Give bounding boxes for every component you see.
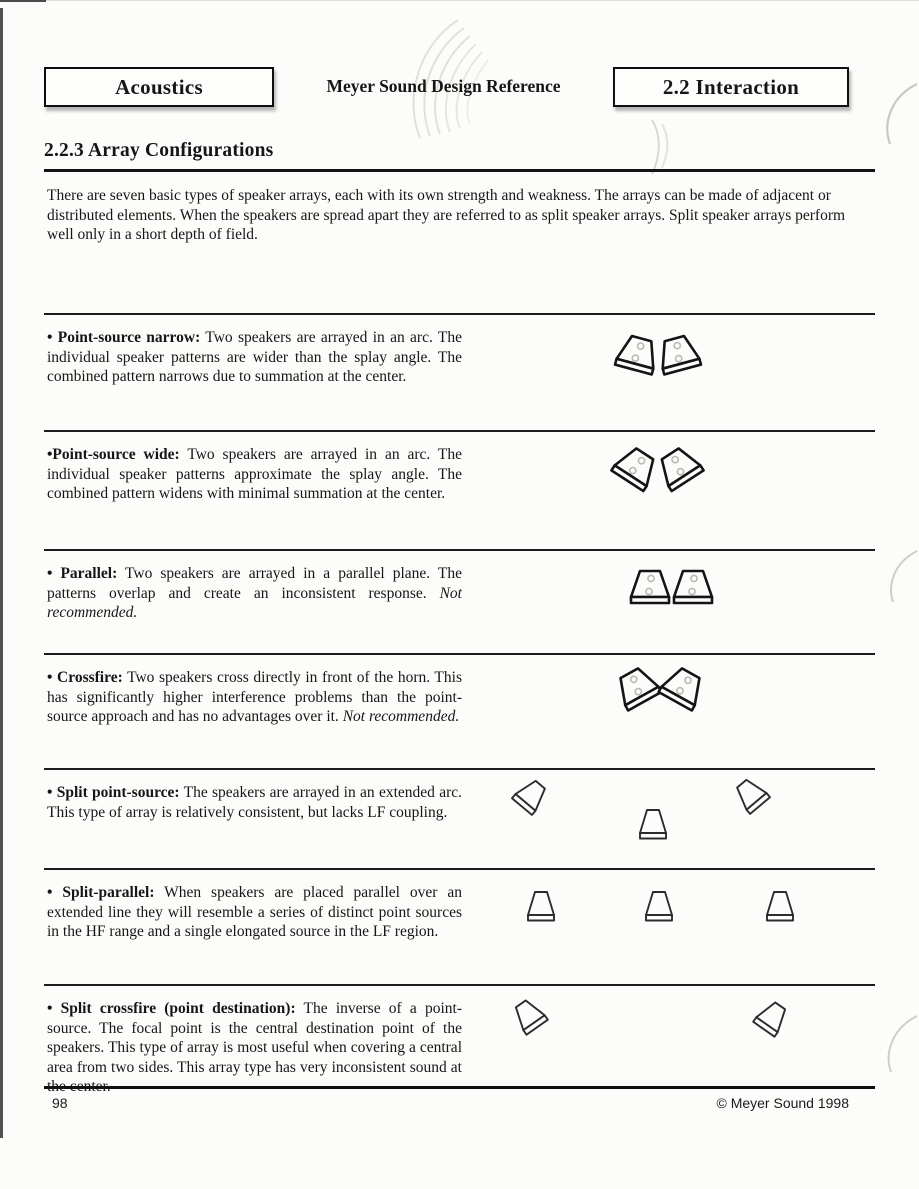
speaker-icon (764, 890, 796, 926)
scan-edge-left (0, 8, 3, 1138)
page-curl-mark-top (878, 80, 919, 146)
row-label: •Point-source wide: (47, 446, 180, 463)
row-paragraph (47, 999, 462, 1097)
page-curl-mark-bottom (878, 1012, 919, 1074)
row-paragraph (47, 668, 462, 727)
speaker-icon (506, 773, 554, 821)
speaker-icon (654, 661, 710, 716)
scan-edge-corner (0, 0, 46, 2)
row-point-source-wide (44, 430, 875, 549)
speaker-icon (525, 890, 557, 926)
row-point-source-narrow (44, 313, 875, 430)
speaker-icon (748, 995, 795, 1043)
row-note: Not recommended. (342, 708, 460, 725)
row-text (44, 551, 462, 623)
row-body: Two speakers are arrayed in an arc. The individual speaker patterns are wider than the splay angle. The combined pattern narrows due to summation at the center. (47, 329, 462, 385)
section-number-label: 2.2 Interaction (662, 74, 800, 99)
array-configurations-list (44, 313, 875, 1101)
row-body: When speakers are placed parallel over an extended line they will resemble a series of distinct point sources in the HF range and a single elongated source in the LF region. (47, 884, 462, 940)
row-split-point-source (44, 768, 875, 868)
diagram-split-parallel (470, 870, 875, 984)
row-text (44, 432, 462, 504)
row-parallel (44, 549, 875, 653)
row-body: The speakers are arrayed in an extended arc. This type of array is relatively consistent, but lacks LF coupling. (47, 784, 462, 821)
row-label: • Split-parallel: (47, 884, 155, 901)
row-text (44, 315, 462, 387)
copyright-notice: © Meyer Sound 1998 (716, 1095, 849, 1111)
diagram-split-point-source (470, 770, 875, 868)
row-label: • Split crossfire (point destination): (47, 1000, 296, 1017)
speaker-icon (672, 569, 714, 609)
row-paragraph (47, 883, 462, 942)
row-text (44, 770, 462, 822)
speaker-icon (643, 890, 675, 926)
speaker-icon (651, 441, 708, 497)
row-label: • Crossfire: (47, 669, 123, 686)
header-section-box (613, 67, 849, 107)
diagram-point-source-narrow (470, 315, 875, 430)
diagram-crossfire (470, 655, 875, 768)
row-paragraph (47, 564, 462, 623)
row-paragraph (47, 328, 462, 387)
row-text (44, 986, 462, 1097)
row-label: • Parallel: (47, 565, 118, 582)
diagram-parallel (470, 551, 875, 653)
speaker-icon (637, 808, 669, 844)
page-footer (44, 1086, 875, 1111)
row-split-crossfire (44, 984, 875, 1101)
row-note: Not recommended. (47, 584, 462, 621)
diagram-split-crossfire (470, 986, 875, 1101)
chapter-label: Acoustics (115, 74, 203, 99)
intro-paragraph: There are seven basic types of speaker arrays, each with its own strength and weakness. The arrays can be made of adjacent or distributed elements. When the speakers are spread apart they are referred to as split speaker arrays. Split speaker arrays perform well only in a short depth of field. (47, 187, 846, 243)
header-chapter-box (44, 67, 274, 107)
row-label: • Point-source narrow: (47, 329, 201, 346)
row-paragraph (47, 783, 462, 822)
row-body: Two speakers are arrayed in a parallel plane. The patterns overlap and create an inconsistent response. (47, 565, 462, 602)
row-paragraph (47, 445, 462, 504)
diagram-point-source-wide (470, 432, 875, 549)
row-text (44, 870, 462, 942)
page-curl-mark-middle (882, 548, 919, 604)
row-body: The inverse of a point-source. The focal point is the central destination point of the speakers. This type of array is most useful when covering a central area from two sides. This array type has very inconsistent sound at the center. (47, 1000, 462, 1095)
scan-edge-top (0, 0, 919, 1)
row-body: Two speakers cross directly in front of the horn. This has significantly higher interference problems than the point-source approach and has no advantages over it. (47, 669, 462, 725)
speaker-icon (629, 569, 671, 609)
row-crossfire (44, 653, 875, 768)
speaker-icon (612, 331, 663, 381)
speaker-icon (728, 772, 776, 820)
page-number: 98 (52, 1095, 68, 1111)
row-body: Two speakers are arrayed in an arc. The individual speaker patterns approximate the splay angle. The combined pattern widens with minimal summation at the center. (47, 446, 462, 502)
row-label: • Split point-source: (47, 784, 180, 801)
page-header (44, 67, 849, 107)
speaker-icon (507, 993, 554, 1041)
page-title: 2.2.3 Array Configurations (44, 140, 875, 172)
row-split-parallel (44, 868, 875, 984)
speaker-icon (654, 331, 705, 381)
document-title: Meyer Sound Design Reference (326, 75, 561, 96)
row-text (44, 655, 462, 727)
